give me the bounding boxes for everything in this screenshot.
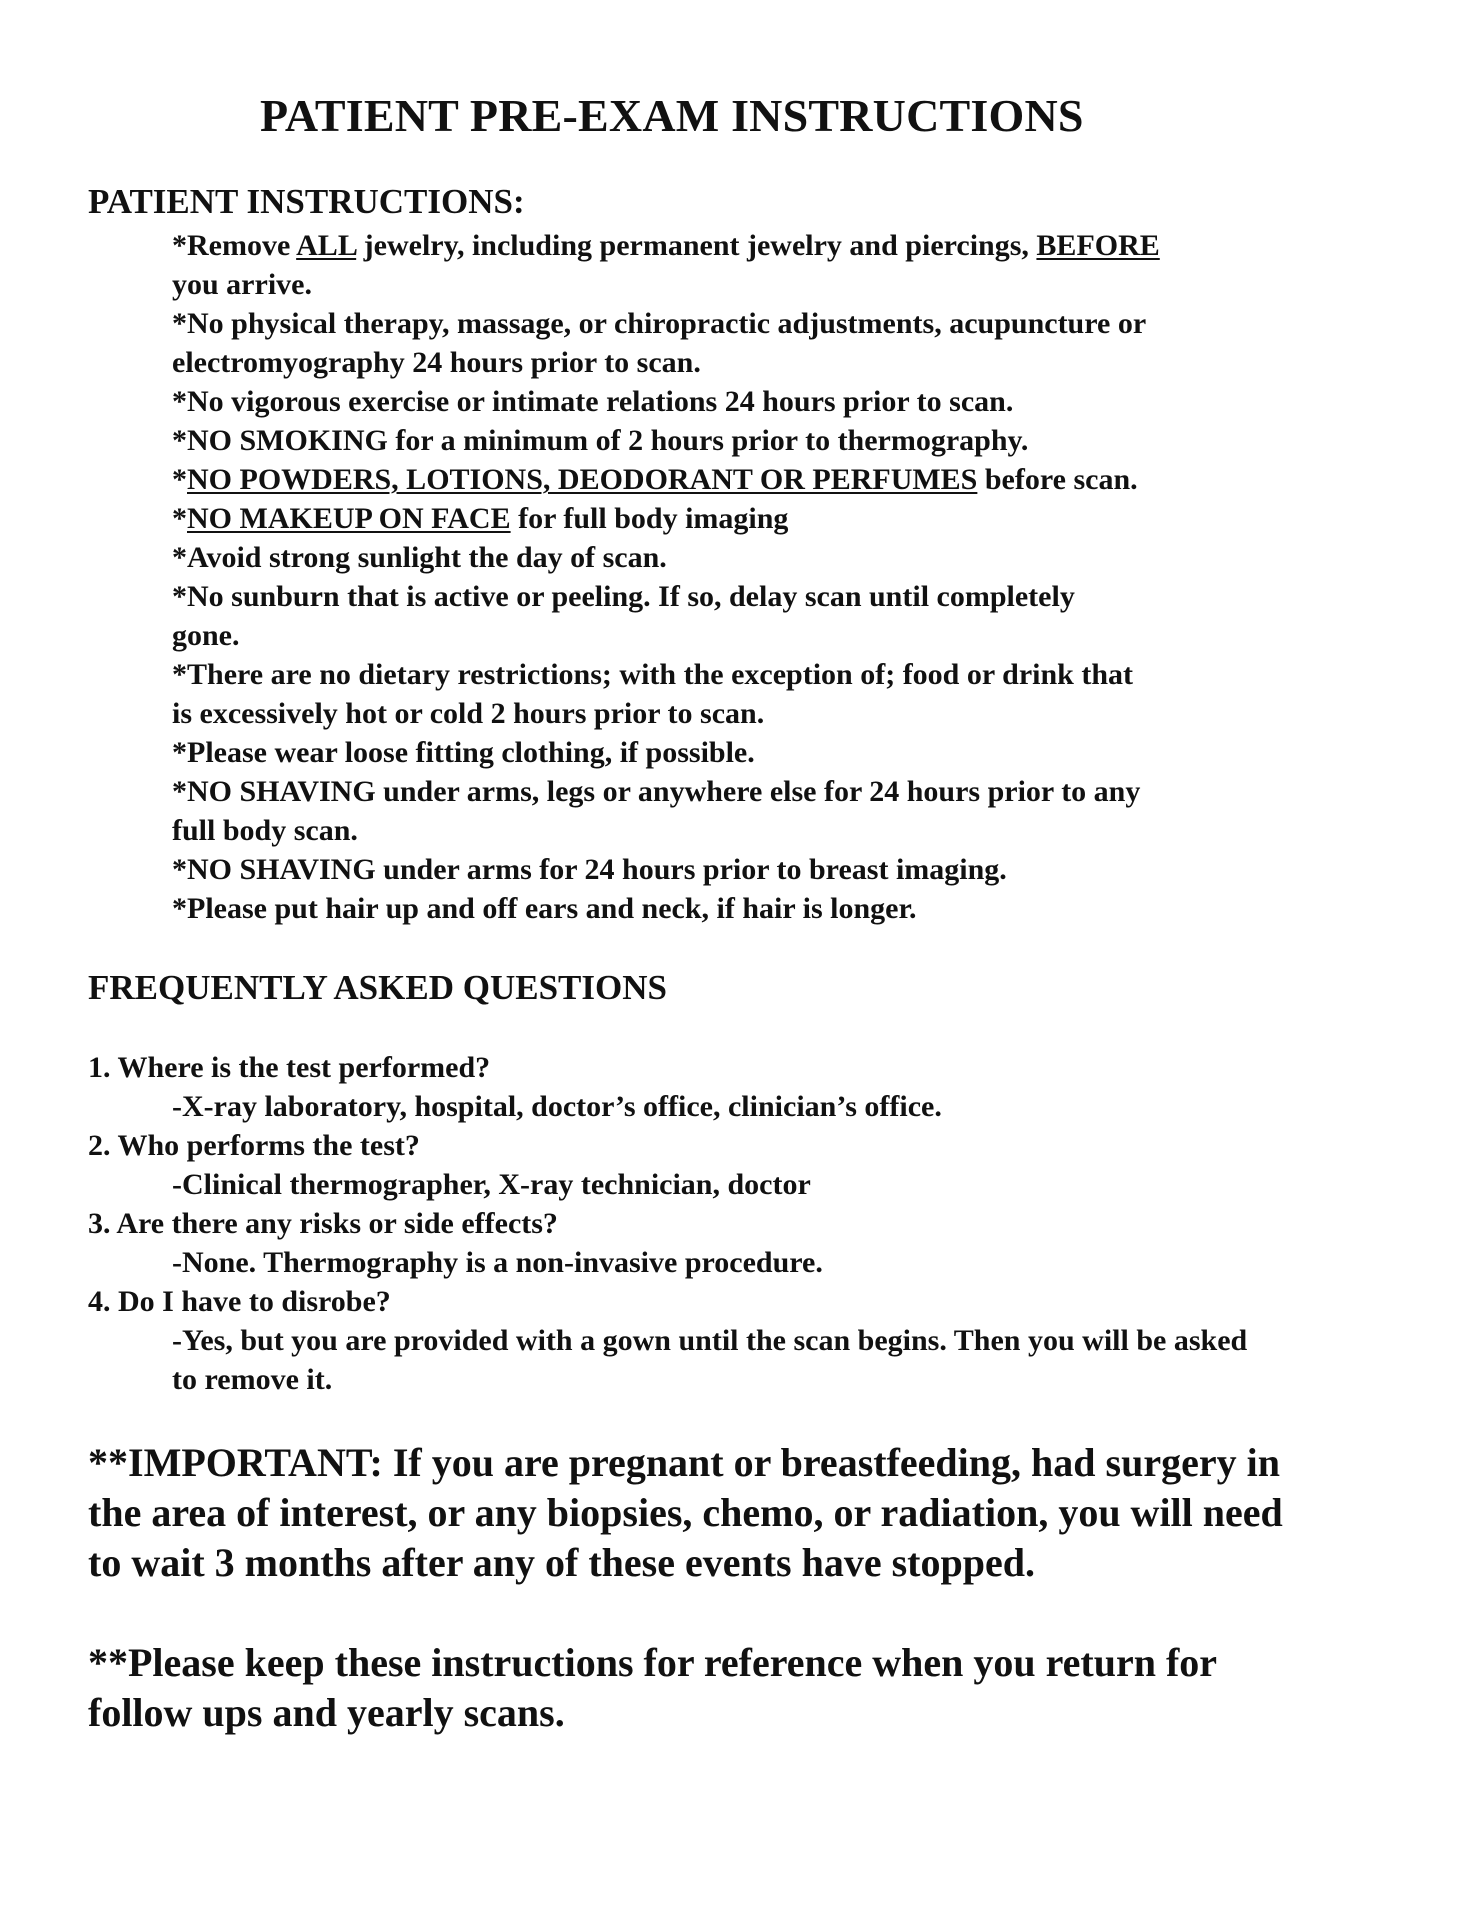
faq-question: 4. Do I have to disrobe? [88,1285,391,1318]
faq-heading: FREQUENTLY ASKED QUESTIONS [88,968,667,1007]
underlined-text: NO MAKEUP ON FACE [187,502,511,535]
instruction-text: *Please wear loose fitting clothing, if possible. [172,736,755,769]
instruction-text: *NO SHAVING under arms for 24 hours prior to breast imaging. [172,853,1007,886]
instruction-text: * [172,463,187,496]
instruction-line [172,304,1412,343]
instruction-text: *NO SHAVING under arms, legs or anywhere else for 24 hours prior to any [172,775,1141,808]
underlined-text: BEFORE [1036,229,1160,262]
instruction-text: jewelry, including permanent jewelry and piercings, [356,229,1037,262]
instruction-text: full body scan. [172,814,358,847]
instruction-text: *No vigorous exercise or intimate relations 24 hours prior to scan. [172,385,1014,418]
instruction-line [172,343,1412,382]
instruction-text: for full body imaging [510,502,789,535]
faq-answer: -Yes, but you are provided with a gown until the scan begins. Then you will be asked [172,1324,1248,1357]
faq-answer: -Clinical thermographer, X-ray technician, doctor [172,1168,811,1201]
faq-answer: -None. Thermography is a non-invasive procedure. [172,1246,823,1279]
instruction-line [172,265,1412,304]
important-notice [88,1438,1428,1588]
instruction-line [172,421,1412,460]
instruction-line [172,499,1412,538]
instruction-text: you arrive. [172,268,312,301]
instruction-text: gone. [172,619,240,652]
keep-notice-line: **Please keep these instructions for reference when you return for [88,1640,1218,1685]
faq-list [88,1048,1418,1399]
important-notice-line: to wait 3 months after any of these events have stopped. [88,1540,1035,1585]
instruction-line [172,577,1412,616]
instruction-text: before scan. [977,463,1138,496]
instruction-line [172,382,1412,421]
instruction-line [172,460,1412,499]
instruction-text: *NO SMOKING for a minimum of 2 hours prior to thermography. [172,424,1029,457]
faq-question: 1. Where is the test performed? [88,1051,491,1084]
instruction-text: *No sunburn that is active or peeling. If so, delay scan until completely [172,580,1075,613]
instruction-text: *Remove [172,229,297,262]
instruction-text: *No physical therapy, massage, or chiropractic adjustments, acupuncture or [172,307,1147,340]
important-notice-line: the area of interest, or any biopsies, chemo, or radiation, you will need [88,1490,1283,1535]
instruction-line [172,226,1412,265]
instruction-text: *Please put hair up and off ears and neck, if hair is longer. [172,892,917,925]
faq-question: 3. Are there any risks or side effects? [88,1207,558,1240]
instruction-line [172,655,1412,694]
instruction-line [172,694,1412,733]
faq-answer: to remove it. [172,1363,333,1396]
instruction-line [172,889,1412,928]
keep-instructions-notice [88,1638,1428,1738]
important-notice-line: **IMPORTANT: If you are pregnant or breastfeeding, had surgery in [88,1440,1280,1485]
instruction-text: electromyography 24 hours prior to scan. [172,346,701,379]
instruction-text: * [172,502,187,535]
instruction-text: is excessively hot or cold 2 hours prior to scan. [172,697,765,730]
instruction-line [172,616,1412,655]
instruction-line [172,811,1412,850]
instruction-text: *Avoid strong sunlight the day of scan. [172,541,667,574]
patient-instructions-heading: PATIENT INSTRUCTIONS: [88,182,525,221]
faq-answer: -X-ray laboratory, hospital, doctor’s office, clinician’s office. [172,1090,942,1123]
page-title: PATIENT PRE-EXAM INSTRUCTIONS [260,90,1084,141]
instruction-line [172,733,1412,772]
underlined-text: ALL [296,229,357,262]
keep-notice-line: follow ups and yearly scans. [88,1690,565,1735]
patient-instructions-list [172,226,1412,928]
instruction-line [172,772,1412,811]
underlined-text: NO POWDERS, LOTIONS, DEODORANT OR PERFUMES [187,463,978,496]
instruction-line [172,850,1412,889]
faq-question: 2. Who performs the test? [88,1129,420,1162]
instruction-text: *There are no dietary restrictions; with the exception of; food or drink that [172,658,1134,691]
instruction-line [172,538,1412,577]
